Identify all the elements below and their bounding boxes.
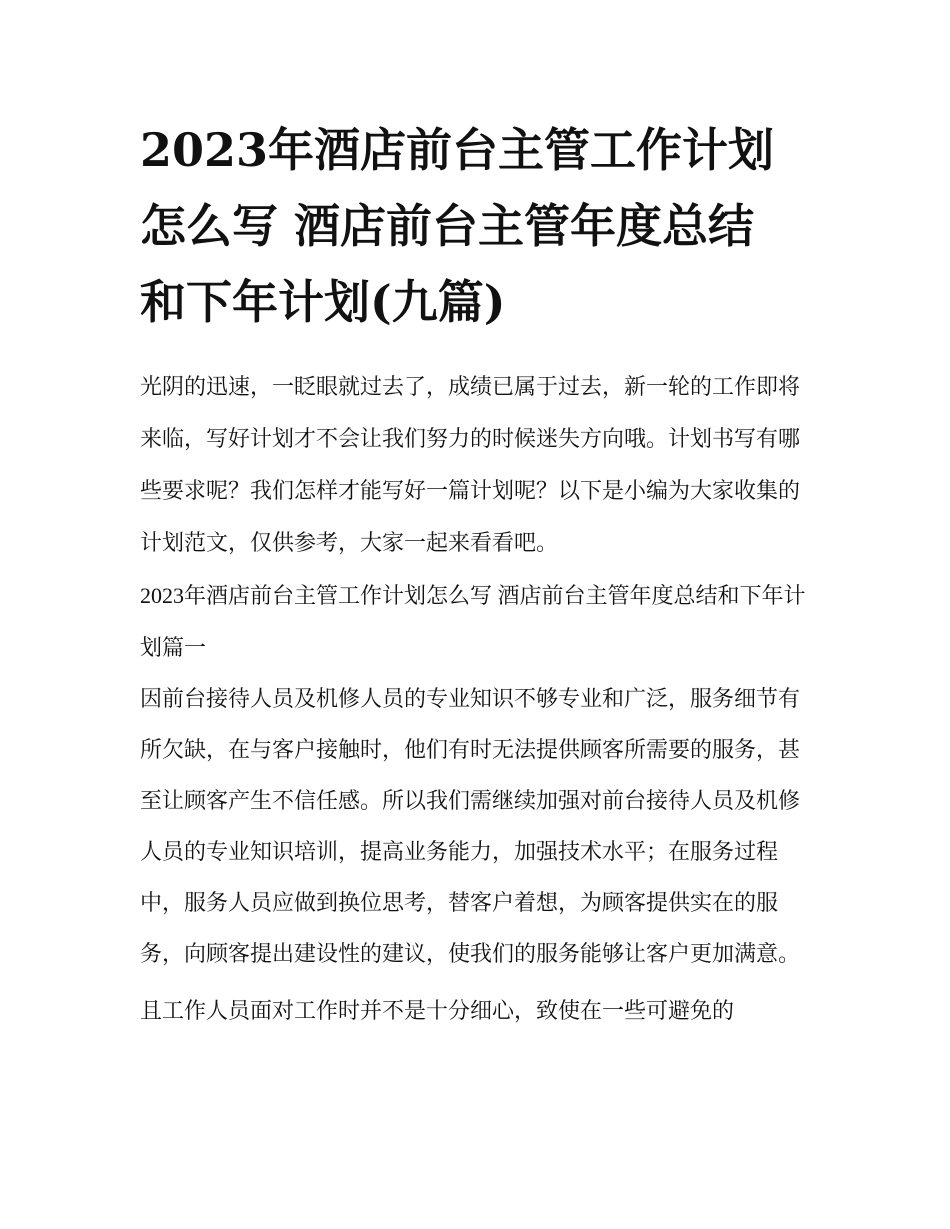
section-heading: 2023年酒店前台主管工作计划怎么写 酒店前台主管年度总结和下年计划篇一	[140, 583, 806, 660]
title-line-2: 怎么写 酒店前台主管年度总结	[140, 199, 755, 253]
intro-paragraph: 光阴的迅速，一眨眼就过去了，成绩已属于过去，新一轮的工作即将来临，写好计划才不会让我们努力的时候迷失方向哦。计划书写有哪些要求呢？我们怎样才能写好一篇计划呢？以下是小编为大家收集的计划范文，仅供参考，大家一起来看看吧。	[140, 375, 801, 556]
document-page	[140, 112, 812, 1043]
body-paragraph-1: 因前台接待人员及机修人员的专业知识不够专业和广泛，服务细节有所欠缺，在与客户接触时，他们有时无法提供顾客所需要的服务，甚至让顾客产生不信任感。所以我们需继续加强对前台接待人员及机修人员的专业知识培训，提高业务能力，加强技术水平；在服务过程中，服务人员应做到换位思考，替客户着想，为顾客提供实在的服务，向顾客提出建设性的建议，使我们的服务能够让客户更加满意。	[140, 687, 801, 967]
document-title	[140, 112, 812, 340]
title-line-3: 和下年计划(九篇)	[140, 275, 506, 329]
body-paragraph-2: 且工作人员面对工作时并不是十分细心，致使在一些可避免的	[140, 999, 735, 1024]
title-line-1: 2023年酒店前台主管工作计划	[140, 123, 775, 177]
